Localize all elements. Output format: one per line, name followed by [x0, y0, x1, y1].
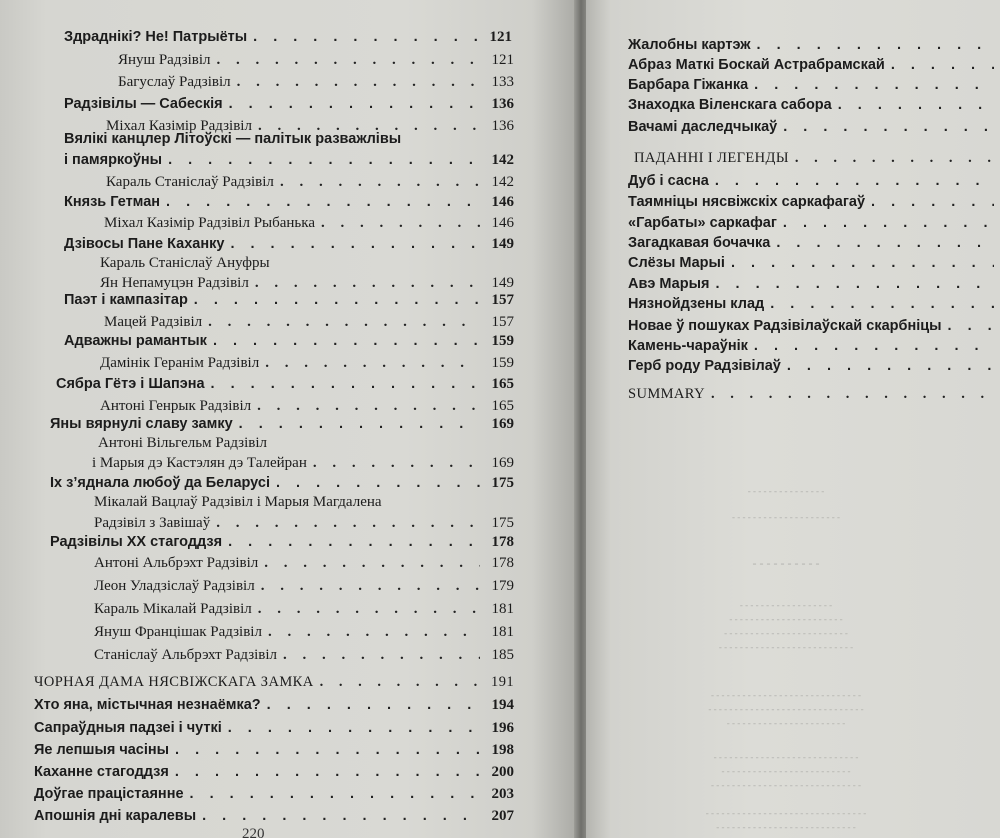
toc-entry-page: 149 — [491, 236, 514, 252]
toc-leader-dots — [757, 35, 994, 55]
toc-entry — [118, 72, 514, 92]
toc-entry-title: Барбара Гіжанка — [628, 77, 749, 93]
toc-entry — [628, 233, 1000, 253]
toc-entry — [106, 172, 514, 192]
toc-leader-dots — [237, 72, 480, 92]
toc-entry-page: 178 — [491, 534, 514, 550]
toc-section-heading — [634, 148, 1000, 168]
bleed-through-text: - - - - - - - - - - - - - - - - - - - - - - - — [726, 718, 846, 728]
toc-entry — [64, 331, 514, 351]
toc-leader-dots — [731, 253, 994, 273]
toc-entry — [94, 553, 514, 573]
toc-entry — [64, 192, 514, 212]
toc-entry-title: Каханне стагоддзя — [34, 764, 169, 780]
toc-leader-dots — [754, 336, 994, 356]
toc-entry — [94, 576, 514, 596]
toc-entry-title: Яе лепшыя часіны — [34, 742, 170, 758]
toc-entry-title: Здраднікі? Не! Патрыёты — [64, 29, 248, 45]
toc-entry-page: 142 — [491, 152, 514, 168]
toc-entry — [628, 75, 1000, 95]
toc-entry-page: 157 — [491, 292, 514, 308]
toc-leader-dots — [783, 117, 994, 137]
bleed-through-text: - - - - - - - - - - - - - - - - - - - - - - - - - - - - - - - — [705, 808, 867, 818]
toc-entry-page: 169 — [491, 455, 514, 471]
toc-entry-page: 194 — [491, 697, 514, 713]
toc-leader-dots — [208, 312, 480, 332]
toc-entry-title: Караль Мікалай Радзівіл — [94, 601, 252, 617]
toc-entry-title: Абраз Маткі Боскай Астрабрамскай — [628, 57, 885, 73]
toc-leader-dots — [787, 356, 994, 376]
toc-entry — [94, 599, 514, 619]
toc-leader-dots — [715, 171, 994, 191]
toc-entry-page: 181 — [491, 624, 514, 640]
bleed-through-text: - - - - - - - - - - - - - - - - - - - - - - — [729, 614, 843, 624]
right-toc — [586, 0, 1000, 838]
toc-entry-title: Яны вярнулі славу замку — [50, 416, 233, 432]
toc-leader-dots — [239, 414, 480, 434]
bleed-through-text: - - - - - - - - - - - - - - - - - - - - - - - - - - — [718, 642, 854, 652]
toc-entry — [628, 213, 1000, 233]
toc-section-heading — [628, 384, 1000, 404]
toc-entry-page: 179 — [491, 578, 514, 594]
toc-entry-title-line1: Вялікі канцлер Літоўскі — палітык разважлівы — [64, 131, 402, 147]
toc-entry-title: Караль Станіслаў Радзівіл — [106, 174, 274, 190]
toc-entry — [50, 473, 514, 493]
toc-entry — [628, 192, 1000, 212]
toc-leader-dots — [754, 75, 994, 95]
toc-entry-title: Таямніцы нясвіжскіх саркафагаў — [628, 194, 866, 210]
toc-entry — [34, 740, 514, 760]
toc-entry-page: 198 — [491, 742, 514, 758]
toc-leader-dots — [168, 150, 480, 170]
toc-entry-title: Дамінік Геранім Радзівіл — [100, 355, 260, 371]
toc-entry-page: 200 — [491, 764, 514, 780]
toc-entry-page: 157 — [491, 314, 514, 330]
toc-entry — [628, 316, 1000, 336]
toc-leader-dots — [948, 316, 994, 336]
toc-entry-title: Нязнойдзены клад — [628, 296, 765, 312]
toc-entry-title: Хто яна, містычная незнаёмка? — [34, 697, 261, 713]
toc-entry-title: Апошнія дні каралевы — [34, 808, 197, 824]
toc-entry-title-line1: Караль Станіслаў Ануфры — [100, 255, 270, 271]
toc-entry-page: 165 — [491, 398, 514, 414]
toc-leader-dots — [216, 50, 480, 70]
toc-entry — [64, 150, 514, 170]
toc-entry — [628, 253, 1000, 273]
toc-entry-page: 175 — [491, 475, 514, 491]
toc-entry-page: 121 — [489, 29, 512, 45]
toc-leader-dots — [313, 453, 480, 473]
bleed-through-text: - - - - - - - - - - - - - - - - - - - - - - - - - - - - - — [711, 780, 861, 790]
bleed-through-text: - - - - - - - - - - - - - - - - - - - - - - - - - - - — [716, 822, 856, 832]
toc-entry-page: 165 — [491, 376, 514, 392]
toc-entry-page: 146 — [491, 215, 514, 231]
toc-entry-title: Іх з’яднала любоў да Беларусі — [50, 475, 270, 491]
toc-entry-title: Князь Гетман — [64, 194, 161, 210]
toc-entry-title: Мацей Радзівіл — [104, 314, 203, 330]
toc-entry-title: Загадкавая бочачка — [628, 235, 771, 251]
toc-leader-dots — [228, 718, 480, 738]
bleed-through-text: - - - - - - - - - - — [752, 556, 820, 570]
toc-leader-dots — [711, 384, 994, 404]
toc-entry-title: Януш Францішак Радзівіл — [94, 624, 262, 640]
toc-leader-dots — [264, 553, 480, 573]
toc-leader-dots — [783, 213, 994, 233]
toc-entry-title: Сябра Гётэ і Шапэна — [56, 376, 205, 392]
toc-entry-title: Антоні Альбрэхт Радзівіл — [94, 555, 259, 571]
toc-entry-title: «Гарбаты» саркафаг — [628, 215, 777, 231]
toc-entry-page: 181 — [491, 601, 514, 617]
toc-entry — [64, 290, 514, 310]
toc-entry — [34, 784, 514, 804]
toc-leader-dots — [715, 274, 994, 294]
toc-entry — [92, 453, 514, 473]
toc-leader-dots — [213, 331, 480, 351]
toc-entry-title: Леон Уладзіслаў Радзівіл — [94, 578, 255, 594]
toc-entry-title: Станіслаў Альбрэхт Радзівіл — [94, 647, 278, 663]
toc-entry — [34, 718, 514, 738]
toc-leader-dots — [190, 784, 480, 804]
bleed-through-text: - - - - - - - - - - - - - - - - - - - - - - - - — [724, 628, 848, 638]
bleed-through-text: - - - - - - - - - - - - - - - - - - - - - - - - - - - - — [713, 752, 859, 762]
toc-entry — [64, 94, 514, 114]
toc-leader-dots — [253, 27, 478, 47]
toc-leader-dots — [211, 374, 480, 394]
toc-entry-title: Антоні Генрык Радзівіл — [100, 398, 252, 414]
toc-entry-title: і Марыя дэ Кастэлян дэ Талейран — [92, 455, 307, 471]
toc-entry-title: Герб роду Радзівілаў — [628, 358, 781, 374]
toc-entry-title: Паэт і кампазітар — [64, 292, 188, 308]
toc-entry — [628, 35, 1000, 55]
bleed-through-text: - - - - - - - - - - - - - - - - - - - - - - - - - - - - - — [711, 690, 861, 700]
toc-entry — [34, 806, 514, 826]
toc-entry — [50, 414, 514, 434]
toc-leader-dots — [838, 95, 994, 115]
toc-section-heading — [34, 672, 514, 692]
toc-entry — [94, 645, 514, 665]
toc-leader-dots — [265, 353, 480, 373]
toc-entry-page: 203 — [491, 786, 514, 802]
toc-entry — [100, 353, 514, 373]
toc-leader-dots — [230, 234, 480, 254]
toc-entry-title: Вачамі даследчыкаў — [628, 119, 778, 135]
toc-leader-dots — [891, 55, 994, 75]
toc-leader-dots — [216, 513, 480, 533]
toc-leader-dots — [175, 762, 480, 782]
toc-leader-dots — [258, 599, 480, 619]
toc-leader-dots — [276, 473, 480, 493]
toc-entry-page: 196 — [491, 720, 514, 736]
toc-leader-dots — [871, 192, 994, 212]
toc-entry — [628, 294, 1000, 314]
toc-leader-dots — [166, 192, 480, 212]
toc-entry — [56, 374, 514, 394]
toc-leader-dots — [776, 233, 994, 253]
toc-entry-title: Радзівілы — Сабескія — [64, 96, 223, 112]
toc-entry-page: 207 — [491, 808, 514, 824]
toc-entry-page: 121 — [491, 52, 514, 68]
toc-entry-title: Сапраўдныя падзеі і чуткі — [34, 720, 222, 736]
toc-entry — [628, 117, 1000, 137]
toc-entry — [94, 622, 514, 642]
toc-entry-page: 178 — [491, 555, 514, 571]
toc-leader-dots — [261, 576, 480, 596]
toc-leader-dots — [267, 695, 480, 715]
bleed-through-text: - - - - - - - - - - - - - - - - - - - - - — [732, 512, 840, 522]
toc-entry-title: Адважны рамантык — [64, 333, 207, 349]
toc-leader-dots — [283, 645, 480, 665]
bleed-through-text: - - - - - - - - - - - - - - - — [747, 486, 825, 496]
bleed-through-text: - - - - - - - - - - - - - - - - - - - - - - - - - - - - - - — [708, 704, 864, 714]
toc-entry-title: Дзівосы Пане Каханку — [64, 236, 225, 252]
toc-entry-title: Доўгае працістаянне — [34, 786, 184, 802]
toc-entry — [64, 234, 514, 254]
toc-leader-dots — [202, 806, 480, 826]
toc-leader-dots — [770, 294, 994, 314]
toc-entry — [94, 513, 514, 533]
toc-entry-title-line1: Антоні Вільгельм Радзівіл — [98, 435, 267, 451]
toc-entry-title: Авэ Марыя — [628, 276, 710, 292]
toc-entry — [104, 213, 514, 233]
toc-leader-dots — [320, 672, 480, 692]
toc-leader-dots — [228, 532, 480, 552]
toc-leader-dots — [194, 290, 480, 310]
toc-leader-dots — [795, 148, 994, 168]
toc-entry — [628, 336, 1000, 356]
toc-entry-page: 133 — [491, 74, 514, 90]
toc-entry-page: 149 — [491, 275, 514, 291]
toc-entry-page: 191 — [491, 674, 514, 690]
toc-entry-title: ЧОРНАЯ ДАМА НЯСВІЖСКАГА ЗАМКА — [34, 674, 314, 690]
toc-entry-title: і памяркоўны — [64, 152, 163, 168]
toc-entry — [628, 95, 1000, 115]
toc-entry — [64, 27, 512, 47]
toc-entry-title: Януш Радзівіл — [118, 52, 211, 68]
toc-entry-title: SUMMARY — [628, 386, 705, 402]
toc-entry-title: Жалобны картэж — [628, 37, 751, 53]
toc-entry — [100, 396, 514, 416]
toc-entry-title: Багуслаў Радзівіл — [118, 74, 231, 90]
toc-entry — [628, 55, 1000, 75]
toc-leader-dots — [268, 622, 480, 642]
toc-entry — [104, 312, 514, 332]
right-page — [586, 0, 1000, 838]
toc-leader-dots — [229, 94, 480, 114]
toc-entry — [628, 356, 1000, 376]
toc-entry-page: 185 — [491, 647, 514, 663]
toc-entry — [628, 171, 1000, 191]
toc-entry-page: 169 — [491, 416, 514, 432]
toc-entry-page: 146 — [491, 194, 514, 210]
toc-entry-page: 159 — [491, 333, 514, 349]
toc-leader-dots — [280, 172, 480, 192]
toc-entry — [50, 532, 514, 552]
page-number-footer: 220 — [242, 826, 265, 838]
toc-entry — [34, 762, 514, 782]
toc-entry — [34, 695, 514, 715]
toc-leader-dots — [175, 740, 480, 760]
toc-entry-title-line1: Мікалай Вацлаў Радзівіл і Марыя Магдалена — [94, 494, 382, 510]
toc-entry-page: 159 — [491, 355, 514, 371]
toc-entry-page: 136 — [491, 118, 514, 134]
toc-entry-page: 136 — [491, 96, 514, 112]
toc-entry-title: Знаходка Віленскага сабора — [628, 97, 832, 113]
toc-entry-title: Радзівілы XX стагоддзя — [50, 534, 223, 550]
toc-entry-title: Камень-чараўнік — [628, 338, 748, 354]
toc-entry-title: Слёзы Марыі — [628, 255, 725, 271]
toc-entry-page: 142 — [491, 174, 514, 190]
toc-entry-title: Дуб і сасна — [628, 173, 709, 189]
toc-entry-title: Міхал Казімір Радзівіл Рыбанька — [104, 215, 315, 231]
toc-entry-title: Міхал Казімір Радзівіл — [106, 118, 252, 134]
toc-entry-title: Радзівіл з Завішаў — [94, 515, 211, 531]
toc-leader-dots — [257, 396, 480, 416]
toc-entry — [118, 50, 514, 70]
toc-entry-title: ПАДАННІ І ЛЕГЕНДЫ — [634, 150, 789, 166]
bleed-through-text: - - - - - - - - - - - - - - - - - - — [739, 600, 833, 610]
toc-entry-page: 175 — [491, 515, 514, 531]
toc-leader-dots — [321, 213, 480, 233]
toc-entry-title: Ян Непамуцэн Радзівіл — [100, 275, 249, 291]
toc-entry-title: Новае ў пошуках Радзівілаўскай скарбніцы — [628, 318, 942, 334]
bleed-through-text: - - - - - - - - - - - - - - - - - - - - - - - - - — [721, 766, 851, 776]
toc-entry — [628, 274, 1000, 294]
